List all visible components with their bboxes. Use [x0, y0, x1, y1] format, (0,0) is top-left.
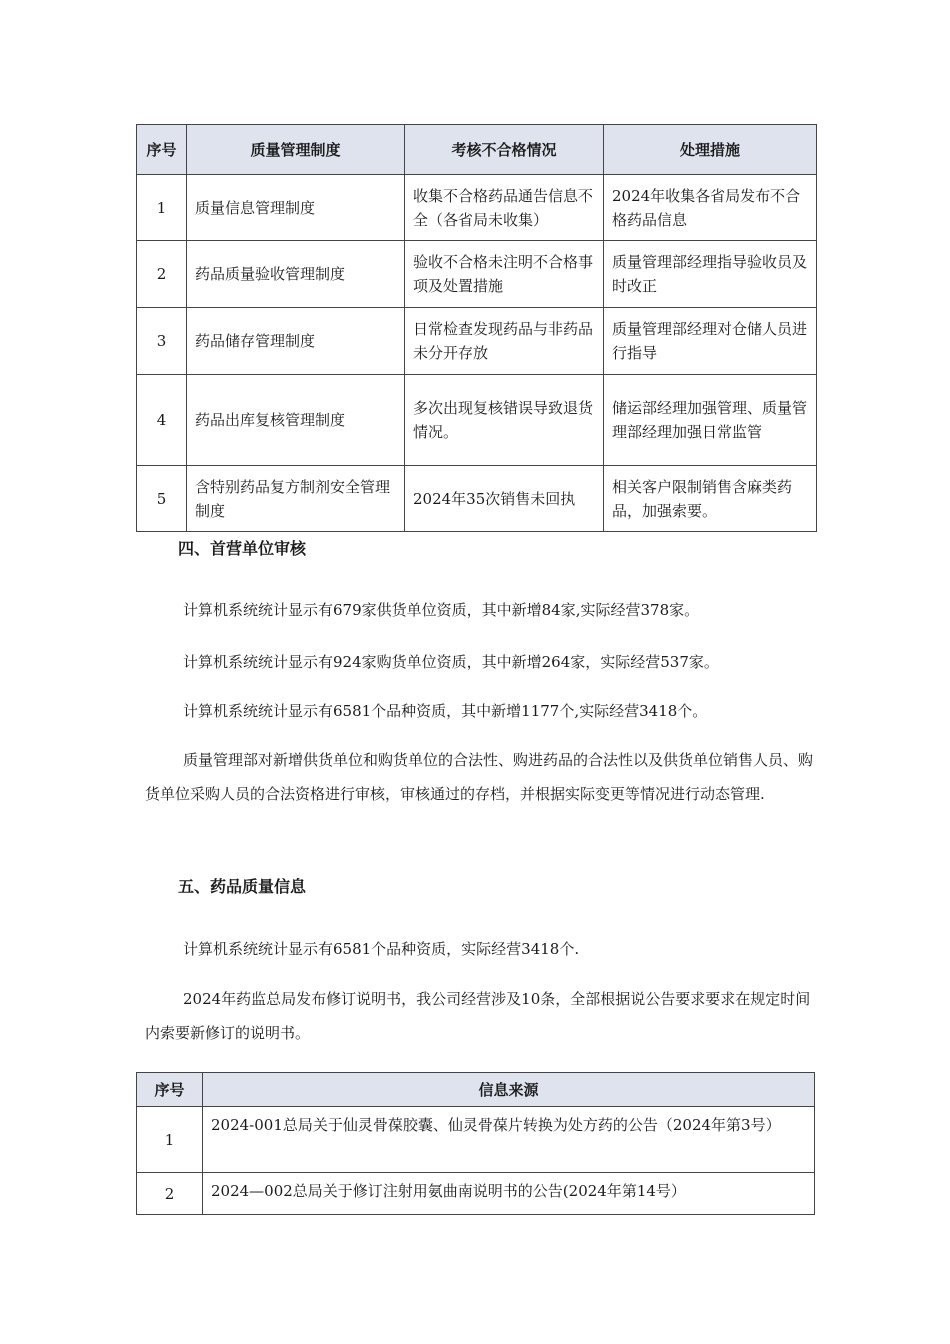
cell-no: 2 [137, 1173, 203, 1215]
quality-system-table [136, 124, 817, 532]
table-row [137, 1107, 815, 1173]
table-row [137, 308, 817, 375]
cell-measure: 质量管理部经理对仓储人员进行指导 [604, 308, 817, 375]
header-no: 序号 [137, 1073, 203, 1107]
paragraph: 计算机系统统计显示有6581个品种资质，实际经营3418个. [183, 940, 580, 958]
cell-issue: 验收不合格未注明不合格事项及处置措施 [405, 241, 604, 308]
cell-issue: 2024年35次销售未回执 [405, 466, 604, 532]
paragraph: 计算机系统统计显示有6581个品种资质，其中新增1177个,实际经营3418个。 [183, 702, 708, 720]
paragraph: 质量管理部对新增供货单位和购货单位的合法性、购进药品的合法性以及供货单位销售人员、购货单位采购人员的合法资格进行审核，审核通过的存档，并根据实际变更等情况进行动态管理. [145, 751, 814, 803]
cell-system: 含特别药品复方制剂安全管理制度 [187, 466, 405, 532]
paragraph: 计算机系统统计显示有924家购货单位资质，其中新增264家，实际经营537家。 [183, 653, 719, 671]
cell-no: 2 [137, 241, 187, 308]
cell-issue: 日常检查发现药品与非药品未分开存放 [405, 308, 604, 375]
table-row [137, 466, 817, 532]
table-row [137, 375, 817, 466]
paragraph: 计算机系统统计显示有679家供货单位资质，其中新增84家,实际经营378家。 [183, 601, 700, 619]
header-source: 信息来源 [203, 1073, 815, 1107]
table-row [137, 241, 817, 308]
header-issue: 考核不合格情况 [405, 125, 604, 175]
cell-source: 2024—002总局关于修订注射用氨曲南说明书的公告(2024年第14号） [203, 1173, 815, 1215]
cell-issue: 收集不合格药品通告信息不全（各省局未收集） [405, 175, 604, 241]
cell-system: 药品出库复核管理制度 [187, 375, 405, 466]
section-5-heading: 五、药品质量信息 [178, 877, 307, 896]
cell-system: 药品质量验收管理制度 [187, 241, 405, 308]
cell-measure: 质量管理部经理指导验收员及时改正 [604, 241, 817, 308]
info-source-table [136, 1072, 815, 1215]
cell-no: 4 [137, 375, 187, 466]
cell-no: 1 [137, 175, 187, 241]
cell-no: 5 [137, 466, 187, 532]
cell-no: 3 [137, 308, 187, 375]
cell-measure: 储运部经理加强管理、质量管理部经理加强日常监管 [604, 375, 817, 466]
header-system: 质量管理制度 [187, 125, 405, 175]
table-header-row [137, 125, 817, 175]
paragraph: 2024年药监总局发布修订说明书，我公司经营涉及10条，全部根据说公告要求要求在规定时间内索要新修订的说明书。 [145, 990, 811, 1042]
table-row [137, 175, 817, 241]
table-header-row [137, 1073, 815, 1107]
cell-measure: 2024年收集各省局发布不合格药品信息 [604, 175, 817, 241]
cell-measure: 相关客户限制销售含麻类药品，加强索要。 [604, 466, 817, 532]
cell-system: 质量信息管理制度 [187, 175, 405, 241]
section-4-heading: 四、首营单位审核 [178, 539, 307, 558]
table-row [137, 1173, 815, 1215]
header-no: 序号 [137, 125, 187, 175]
cell-issue: 多次出现复核错误导致退货情况。 [405, 375, 604, 466]
cell-source: 2024-001总局关于仙灵骨葆胶囊、仙灵骨葆片转换为处方药的公告（2024年第3号） [203, 1107, 815, 1173]
header-measure: 处理措施 [604, 125, 817, 175]
cell-system: 药品储存管理制度 [187, 308, 405, 375]
cell-no: 1 [137, 1107, 203, 1173]
